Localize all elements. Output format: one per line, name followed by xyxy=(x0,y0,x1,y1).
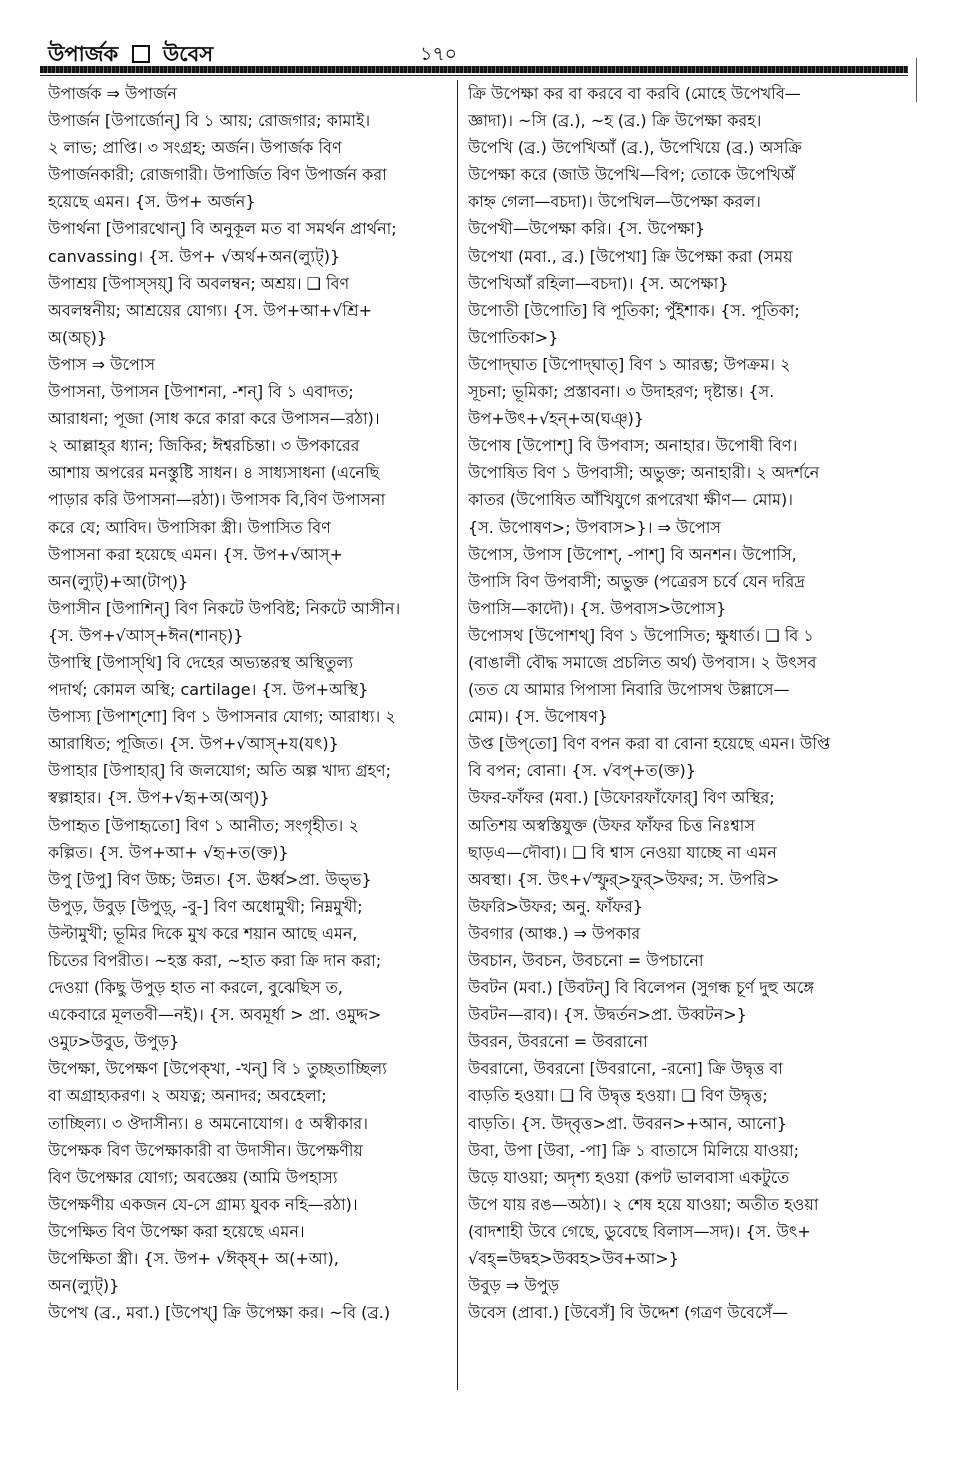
dictionary-line: একেবারে মূলতবী—নই)। {স. অবমূর্ধা > প্রা. ওমুদ্দ> xyxy=(48,1005,382,1025)
dictionary-line: উবরানো, উবরনো [উবরানো, -রনো] ক্রি উদ্বৃত্ত বা xyxy=(468,1059,783,1079)
dictionary-line: কল্পিত। {স. উপ+আ+ √হৃ+ত(ক্ত)} xyxy=(48,842,289,862)
dictionary-line: হয়েছে এমন। {স. উপ+ অর্জন} xyxy=(48,192,256,212)
dictionary-line: (বাদশাহী উবে গেছে, ডুবেছে বিলাস—সদ)। {স. উৎ+ xyxy=(468,1221,811,1241)
dictionary-line: উপার্জন [উপার্জোন্] বি ১ আয়; রোজগার; কামাই। xyxy=(48,111,371,131)
header-rule xyxy=(40,66,908,73)
dictionary-line: অন(ল্যুট্)+আ(টাপ্)} xyxy=(48,571,189,591)
dictionary-line: উপাস ⇒ উপোস xyxy=(48,354,156,374)
dictionary-line: বি বপন; বোনা। {স. √বপ্+ত(ক্ত)} xyxy=(468,761,696,781)
dictionary-line: বাড়তি হওয়া। ❑ বি উদ্বৃত্ত হওয়া। ❑ বিণ উদ্বৃত্ত; xyxy=(468,1086,768,1106)
dictionary-line: সূচনা; ভূমিকা; প্রস্তাবনা। ৩ উদাহরণ; দৃষ্টান্ত। {স. xyxy=(468,382,775,402)
dictionary-line: উবা, উপা [উবা, -পা] ক্রি ১ বাতাসে মিলিয়ে যাওয়া; xyxy=(468,1140,800,1160)
dictionary-line: উবটন (মবা.) [উবটন্] বি বিলেপন (সুগন্ধ চূর্ণ দুহু অঙ্গে xyxy=(468,978,814,998)
dictionary-line: মোম)। {স. উপোষণ} xyxy=(468,707,608,727)
dictionary-line: আরাধনা; পূজা (সাধ করে কারা করে উপাসন—রঠা)। xyxy=(48,409,380,429)
dictionary-line: তাচ্ছিল্য। ৩ ঔদাসীন্য। ৪ অমনোযোগ। ৫ অস্বীকার। xyxy=(48,1113,368,1133)
box-separator-icon xyxy=(132,45,150,63)
dictionary-line: পাড়ার করি উপাসনা—রঠা)। উপাসক বি,বিণ উপাসনা xyxy=(48,490,386,510)
dictionary-line: উপোতিকা>} xyxy=(468,327,559,347)
dictionary-line: উপোদ্‌ঘাত [উপোদ্‌ঘাত্] বিণ ১ আরম্ভ; উপক্রম। ২ xyxy=(468,354,791,374)
dictionary-line: উবচান, উবচন, উবচনো = উপচানো xyxy=(468,951,704,970)
dictionary-line: উপু [উপু] বিণ উচ্চ; উন্নত। {স. ঊর্ধ্ব>প্রা. উভ্ভ} xyxy=(48,869,372,889)
dictionary-line: আরাধিত; পূজিত। {স. উপ+√আস্+য(যৎ)} xyxy=(48,734,339,754)
dictionary-line: উপোস, উপাস [উপোশ্, -পাশ্] বি অনশন। উপোসি, xyxy=(468,544,797,564)
dictionary-line: {স. উপোষণ>; উপবাস>}। ⇒ উপোস xyxy=(468,517,721,537)
dictionary-line: উপেক্ষক বিণ উপেক্ষাকারী বা উদাসীন। উপেক্ষণীয় xyxy=(48,1140,363,1160)
dictionary-line: পদার্থ; কোমল অস্থি; cartilage। {স. উপ+অস্থি} xyxy=(48,680,369,700)
dictionary-line: উপেক্ষণীয় একজন যে-সে গ্রাম্য যুবক নহি—রঠা)। xyxy=(48,1194,358,1214)
right-column xyxy=(468,80,874,1326)
dictionary-line: উফরি>উফর; অনু. ফাঁফর} xyxy=(468,896,643,916)
dictionary-line: উপে যায় রঙ—অঠা)। ২ শেষ হয়ে যাওয়া; অতীত হওয়া xyxy=(468,1194,819,1214)
dictionary-line: ছাড়এ—দৌবা)। ❑ বি শ্বাস নেওয়া যাচ্ছে না এমন xyxy=(468,842,777,862)
dictionary-line: ২ লাভ; প্রাপ্তি। ৩ সংগ্রহ; অর্জন। উপার্জক বিণ xyxy=(48,138,342,158)
dictionary-line: উপেক্ষিতা স্ত্রী। {স. উপ+ √ঈক্ষ্+ অ(+আ), xyxy=(48,1249,339,1269)
header-rule-thin xyxy=(40,75,908,76)
dictionary-line: √বহ্=উদ্বহ>উব্বহ>উব+আ>} xyxy=(468,1249,679,1269)
left-column xyxy=(48,80,454,1326)
dictionary-line: উপোতী [উপোতি] বি পূতিকা; পুঁইশাক। {স. পূতিকা; xyxy=(468,300,800,320)
dictionary-line: বাড়তি। {স. উদ্‌বৃত্ত>প্রা. উবরন>+আন, আনো} xyxy=(468,1113,788,1133)
dictionary-line: উপুড়, উবুড় [উপুড়্, -বু-] বিণ অধোমুখী; নিম্নমুখী; xyxy=(48,896,363,916)
dictionary-line: উবুড় ⇒ উপুড় xyxy=(468,1276,560,1296)
dictionary-line: উপেখিআঁ রহিলা—বচদা)। {স. অপেক্ষা} xyxy=(468,273,729,293)
guide-word-first: উপার্জক xyxy=(48,42,119,66)
dictionary-line: উপেক্ষা, উপেক্ষণ [উপেক্‌খা, -খন্] বি ১ তুচ্ছতাচ্ছিল্য xyxy=(48,1059,387,1079)
dictionary-line: উফর-ফাঁফর (মবা.) [উফোরফাঁফোর্] বিণ অস্থির; xyxy=(468,788,775,808)
dictionary-line: উপাহৃত [উপাহৃতো] বিণ ১ আনীত; সংগৃহীত। ২ xyxy=(48,815,359,835)
dictionary-line: উবগার (আঞ্চ.) ⇒ উপকার xyxy=(468,923,641,943)
dictionary-line: উপাসি বিণ উপবাসী; অভুক্ত (পত্রেরস চর্বে যেন দরিদ্র xyxy=(468,571,805,591)
dictionary-line: উপাস্থি [উপাস্‌থি] বি দেহের অভ্যন্তরস্থ অস্থিতুল্য xyxy=(48,652,353,672)
dictionary-line: উপার্জক ⇒ উপার্জন xyxy=(48,84,177,103)
dictionary-line: উপাশ্রয় [উপাস্‌সয়্] বি অবলম্বন; অশ্রয়। ❑ বিণ xyxy=(48,273,350,293)
dictionary-line: অবস্থা। {স. উৎ+√স্ফুর্>ফুর্>উফর; স. উপরি> xyxy=(468,869,780,889)
dictionary-line: উপাসনা, উপাসন [উপাশনা, -শন্] বি ১ এবাদত; xyxy=(48,382,354,402)
dictionary-line: করে যে; আবিদ। উপাসিকা স্ত্রী। উপাসিত বিণ xyxy=(48,517,331,537)
dictionary-line: canvassing। {স. উপ+ √অর্থ+অন(ল্যুট্)} xyxy=(48,246,341,266)
dictionary-line: অন(ল্যুট্)} xyxy=(48,1276,120,1296)
dictionary-line: উবটন—রাব)। {স. উদ্বর্তন>প্রা. উব্বটন>} xyxy=(468,1005,747,1025)
dictionary-line: উপেক্ষিত বিণ উপেক্ষা করা হয়েছে এমন। xyxy=(48,1221,305,1241)
dictionary-line: উপাসি—কাদৌ)। {স. উপবাস>উপোস} xyxy=(468,598,727,618)
dictionary-line: অতিশয় অস্বস্তিযুক্ত (উফর ফাঁফর চিত্ত নিঃশ্বাস xyxy=(468,815,755,835)
dictionary-line: উপোষিত বিণ ১ উপবাসী; অভুক্ত; অনাহারী। ২ অদর্শনে xyxy=(468,463,820,483)
dictionary-line: বা অগ্রাহ্যকরণ। ২ অযত্ন; অনাদর; অবহেলা; xyxy=(48,1086,327,1106)
guide-word-last: উবেস xyxy=(162,42,214,66)
dictionary-line: চিতের বিপরীত। ~হস্ত করা, ~হাত করা ক্রি দান করা; xyxy=(48,951,382,970)
dictionary-line: উড়ে যাওয়া; অদৃশ্য হওয়া (কপট ভালবাসা একটুতে xyxy=(468,1167,790,1187)
dictionary-line: {স. উপ+√আস্+ঈন(শানচ্)} xyxy=(48,625,244,645)
dictionary-line: উপেক্ষা করে (জাউ উপেখি—বিপ; তোকে উপেখিঅঁ xyxy=(468,165,795,185)
dictionary-line: উপেখী—উপেক্ষা করি। {স. উপেক্ষা} xyxy=(468,219,706,239)
dictionary-line: উপার্জনকারী; রোজগারী। উপার্জিত বিণ উপার্জন করা xyxy=(48,165,387,185)
dictionary-line: ওমুঢ>উবুড, উপুড়} xyxy=(48,1032,180,1052)
dictionary-line: উপোষ [উপোশ্] বি উপবাস; অনাহার। উপোষী বিণ। xyxy=(468,436,798,456)
dictionary-line: ক্রি উপেক্ষা কর বা করবে বা করবি (মোহে উপেখবি— xyxy=(468,84,801,103)
dictionary-line: উপাসনা করা হয়েছে এমন। {স. উপ+√আস্+ xyxy=(48,544,343,564)
dictionary-line: আশায় অপরের মনস্তুষ্টি সাধন। ৪ সাধ্যসাধনা (এনেছি xyxy=(48,463,380,483)
dictionary-line: ২ আল্লাহ্‌র ধ্যান; জিকির; ঈশ্বরচিন্তা। ৩ উপকারের xyxy=(48,436,360,456)
dictionary-line: অ(অচ্)} xyxy=(48,327,108,347)
dictionary-line: উপাসীন [উপাশিন্] বিণ নিকটে উপবিষ্ট; নিকটে আসীন। xyxy=(48,598,401,618)
dictionary-line: (তত যে আমার পিপাসা নিবারি উপোসথ উল্লাসে— xyxy=(468,680,790,700)
dictionary-line: উপার্থনা [উপারথোন্] বি অনুকূল মত বা সমর্থন প্রার্থনা; xyxy=(48,219,397,239)
dictionary-line: উপেখা (মবা., ব্র.) [উপেখা] ক্রি উপেক্ষা করা (সময় xyxy=(468,246,793,266)
dictionary-line: বিণ উপেক্ষার যোগ্য; অবজ্ঞেয় (আমি উপহাস্য xyxy=(48,1167,338,1187)
column-divider xyxy=(457,80,458,1390)
page-number: ১৭০ xyxy=(420,43,458,65)
dictionary-line: উপাহার [উপাহার্] বি জলযোগ; অতি অল্প খাদ্য গ্রহণ; xyxy=(48,761,391,781)
dictionary-line: কাতর (উপোষিত আঁখিযুগে রূপরেখা ক্ষীণ— মোম)। xyxy=(468,490,793,510)
dictionary-line: কাহ্ন গেলা—বচদা)। উপেখিল—উপেক্ষা করল। xyxy=(468,192,761,212)
dictionary-line: দেওয়া (কিছু উপুড় হাত না করলে, বুঝেছিস ত, xyxy=(48,978,343,998)
dictionary-line: উবরন, উবরনো = উবরানো xyxy=(468,1032,648,1052)
dictionary-line: উপ্ত [উপ্‌তো] বিণ বপন করা বা বোনা হয়েছে এমন। উপ্তি xyxy=(468,734,831,754)
dictionary-line: অবলম্বনীয়; আশ্রয়ের যোগ্য। {স. উপ+আ+√শ্রি+ xyxy=(48,300,372,320)
dictionary-line: জ্ঞাদা)। ~সি (ব্র.), ~হ (ব্র.) ক্রি উপেক্ষা করহ। xyxy=(468,111,762,131)
dictionary-line: (বাঙালী বৌদ্ধ সমাজে প্রচলিত অর্থ) উপবাস। ২ উৎসব xyxy=(468,652,817,672)
margin-mark xyxy=(916,58,917,102)
dictionary-line: স্বল্পাহার। {স. উপ+√হৃ+অ(অণ্)} xyxy=(48,788,270,808)
dictionary-line: উপেখ (ব্র., মবা.) [উপেখ্] ক্রি উপেক্ষা কর। ~বি (ব্র.) xyxy=(48,1303,391,1323)
dictionary-line: উপ+উৎ+√হন্+অ(ঘঞ্)} xyxy=(468,409,645,429)
dictionary-line: উবেস (প্রাবা.) [উবেসঁ] বি উদ্দেশ (গত্রণ উবেসেঁ— xyxy=(468,1303,789,1323)
dictionary-line: উল্টামুখী; ভূমির দিকে মুখ করে শয়ান আছে এমন, xyxy=(48,923,358,943)
dictionary-line: উপাস্য [উপাশ্‌শো] বিণ ১ উপাসনার যোগ্য; আরাধ্য। ২ xyxy=(48,707,396,727)
dictionary-line: উপেখি (ব্র.) উপেখিআঁ (ব্র.), উপেখিয়ে (ব্র.) অসক্রি xyxy=(468,138,802,158)
dictionary-line: উপোসথ [উপোশথ্] বিণ ১ উপোসিত; ক্ষুধার্ত। ❑ বি ১ xyxy=(468,625,814,645)
